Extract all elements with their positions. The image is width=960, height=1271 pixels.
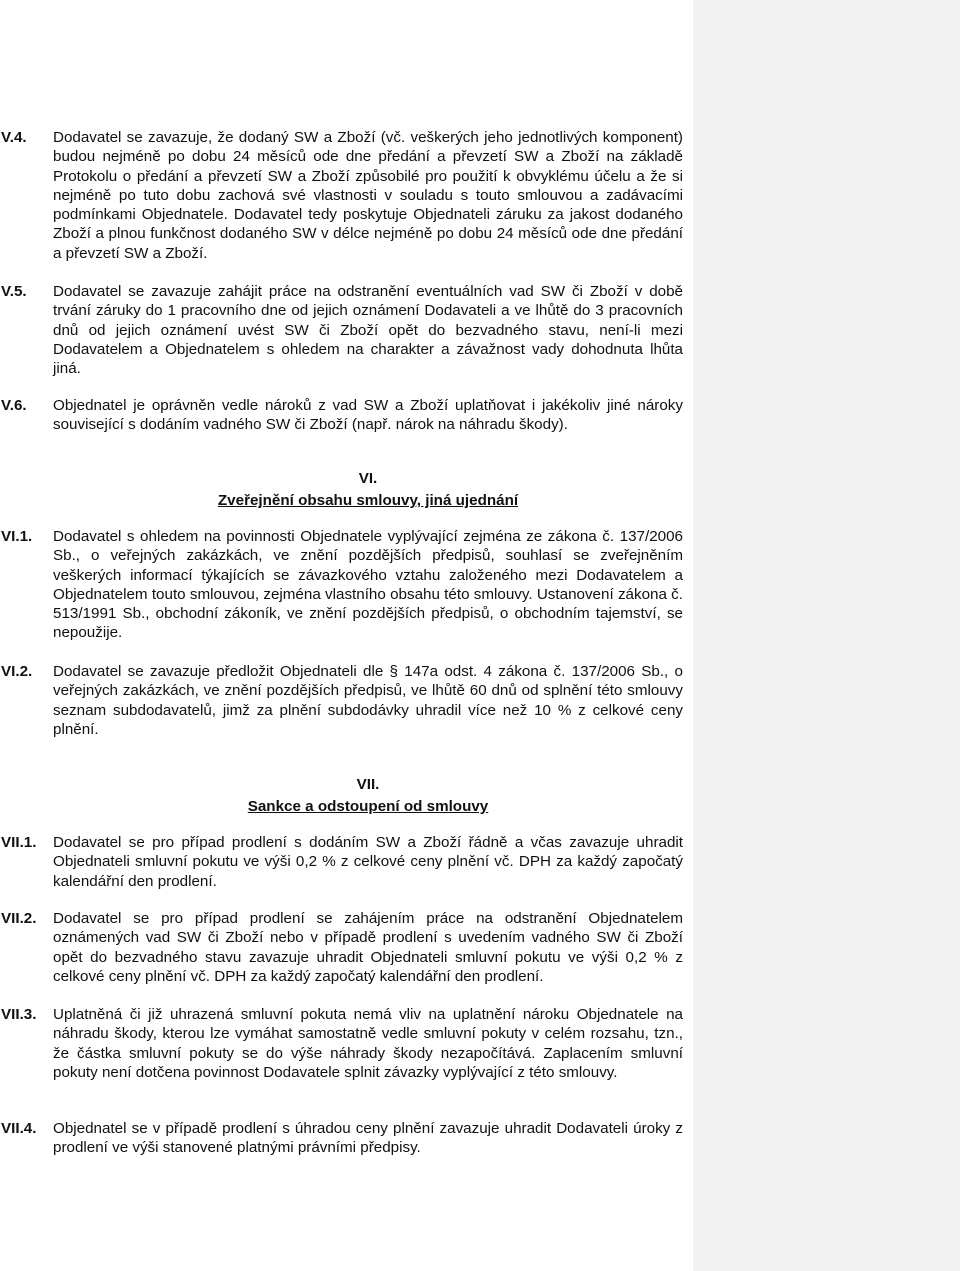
clause-text: Dodavatel se zavazuje předložit Objednateli dle § 147a odst. 4 zákona č. 137/2006 Sb., o veřejných zakázkách, ve znění pozdějších předpisů, ve lhůtě 60 dnů od splnění této smlouvy seznam subdodavatelů, jimž za plnění subdodávky uhradil více než 10 % z celkové ceny plnění. bbox=[53, 663, 683, 738]
clause-text: Dodavatel se pro případ prodlení s dodáním SW a Zboží řádně a včas zavazuje uhradit Objednateli smluvní pokutu ve výši 0,2 % z celkové ceny plnění vč. DPH za každý započatý kalendářní den prodlení. bbox=[53, 834, 683, 890]
clause-text: Dodavatel s ohledem na povinnosti Objednatele vyplývající zejména ze zákona č. 137/2006 Sb., o veřejných zakázkách, ve znění pozdějších předpisů, souhlasí se zveřejněním veškerých informací týkajících se závazkového vztahu založeného mezi Dodavatelem a Objednatelem touto smlouvou, zejména vlastního obsahu této smlouvy. Ustanovení zákona č. 513/1991 Sb., obchodní zákoník, ve znění pozdějších předpisů, o obchodním tajemství, se nepoužije. bbox=[53, 528, 683, 642]
clause-text: Uplatněná či již uhrazená smluvní pokuta nemá vliv na uplatnění nároku Objednatele na náhradu škody, kterou lze vymáhat samostatně vedle smluvní pokuty v celém rozsahu, tzn., že částka smluvní pokuty se do výše náhrady škody nezapočítává. Zaplacením smluvní pokuty není dotčena povinnost Dodavatele splnit závazky vyplývající z této smlouvy. bbox=[53, 1006, 683, 1081]
clause-number: VII.2. bbox=[1, 910, 37, 927]
clause-number: V.4. bbox=[1, 129, 27, 146]
clause-number: V.6. bbox=[1, 397, 27, 414]
clause-text: Objednatel se v případě prodlení s úhradou ceny plnění zavazuje uhradit Dodavateli úroky z prodlení ve výši stanovené platnými právními předpisy. bbox=[53, 1120, 683, 1157]
clause-number: VI.1. bbox=[1, 528, 33, 545]
clause-number: VI.2. bbox=[1, 663, 33, 680]
clause-number: VII.1. bbox=[1, 834, 37, 851]
clause-number: VII.4. bbox=[1, 1120, 37, 1137]
section-heading-vi bbox=[53, 468, 683, 512]
section-heading-vii bbox=[53, 774, 683, 818]
clause-number: V.5. bbox=[1, 283, 27, 300]
clause-text: Dodavatel se zavazuje zahájit práce na odstranění eventuálních vad SW či Zboží v době trvání záruky do 1 pracovního dne od jejich oznámení Dodavateli a ve lhůtě do 3 pracovních dnů od jejich oznámení uvést SW či Zboží opět do bezvadného stavu, není-li mezi Dodavatelem a Objednatelem s ohledem na charakter a závažnost vady dohodnuta lhůta jiná. bbox=[53, 283, 683, 378]
section-title: Zveřejnění obsahu smlouvy, jiná ujednání bbox=[217, 492, 519, 509]
section-number: VII. bbox=[356, 776, 380, 793]
comment-margin-panel bbox=[693, 0, 960, 1271]
section-number: VI. bbox=[358, 470, 378, 487]
section-title: Sankce a odstoupení od smlouvy bbox=[247, 798, 489, 815]
clause-text: Dodavatel se zavazuje, že dodaný SW a Zboží (vč. veškerých jeho jednotlivých komponent) budou nejméně po dobu 24 měsíců ode dne předání a převzetí SW a Zboží na základě Protokolu o předání a převzetí SW a Zboží způsobilé pro použití k obvyklému účelu a že si nejméně po tuto dobu zachová své vlastnosti v souladu s touto smlouvou a zadávacími podmínkami Objednatele. Dodavatel tedy poskytuje Objednateli záruku za jakost dodaného Zboží a plnou funkčnost dodaného SW v délce nejméně po dobu 24 měsíců ode dne předání a převzetí SW a Zboží. bbox=[53, 129, 683, 262]
clause-number: VII.3. bbox=[1, 1006, 37, 1023]
clause-text: Objednatel je oprávněn vedle nároků z vad SW a Zboží uplatňovat i jakékoliv jiné nároky související s dodáním vadného SW či Zboží (např. nárok na náhradu škody). bbox=[53, 397, 683, 434]
clause-text: Dodavatel se pro případ prodlení se zahájením práce na odstranění Objednatelem oznámených vad SW či Zboží nebo v případě prodlení s uvedením vadného SW či Zboží opět do bezvadného stavu zavazuje uhradit Objednateli smluvní pokutu ve výši 0,2 % z celkové ceny plnění vč. DPH za každý započatý kalendářní den prodlení. bbox=[53, 910, 683, 985]
